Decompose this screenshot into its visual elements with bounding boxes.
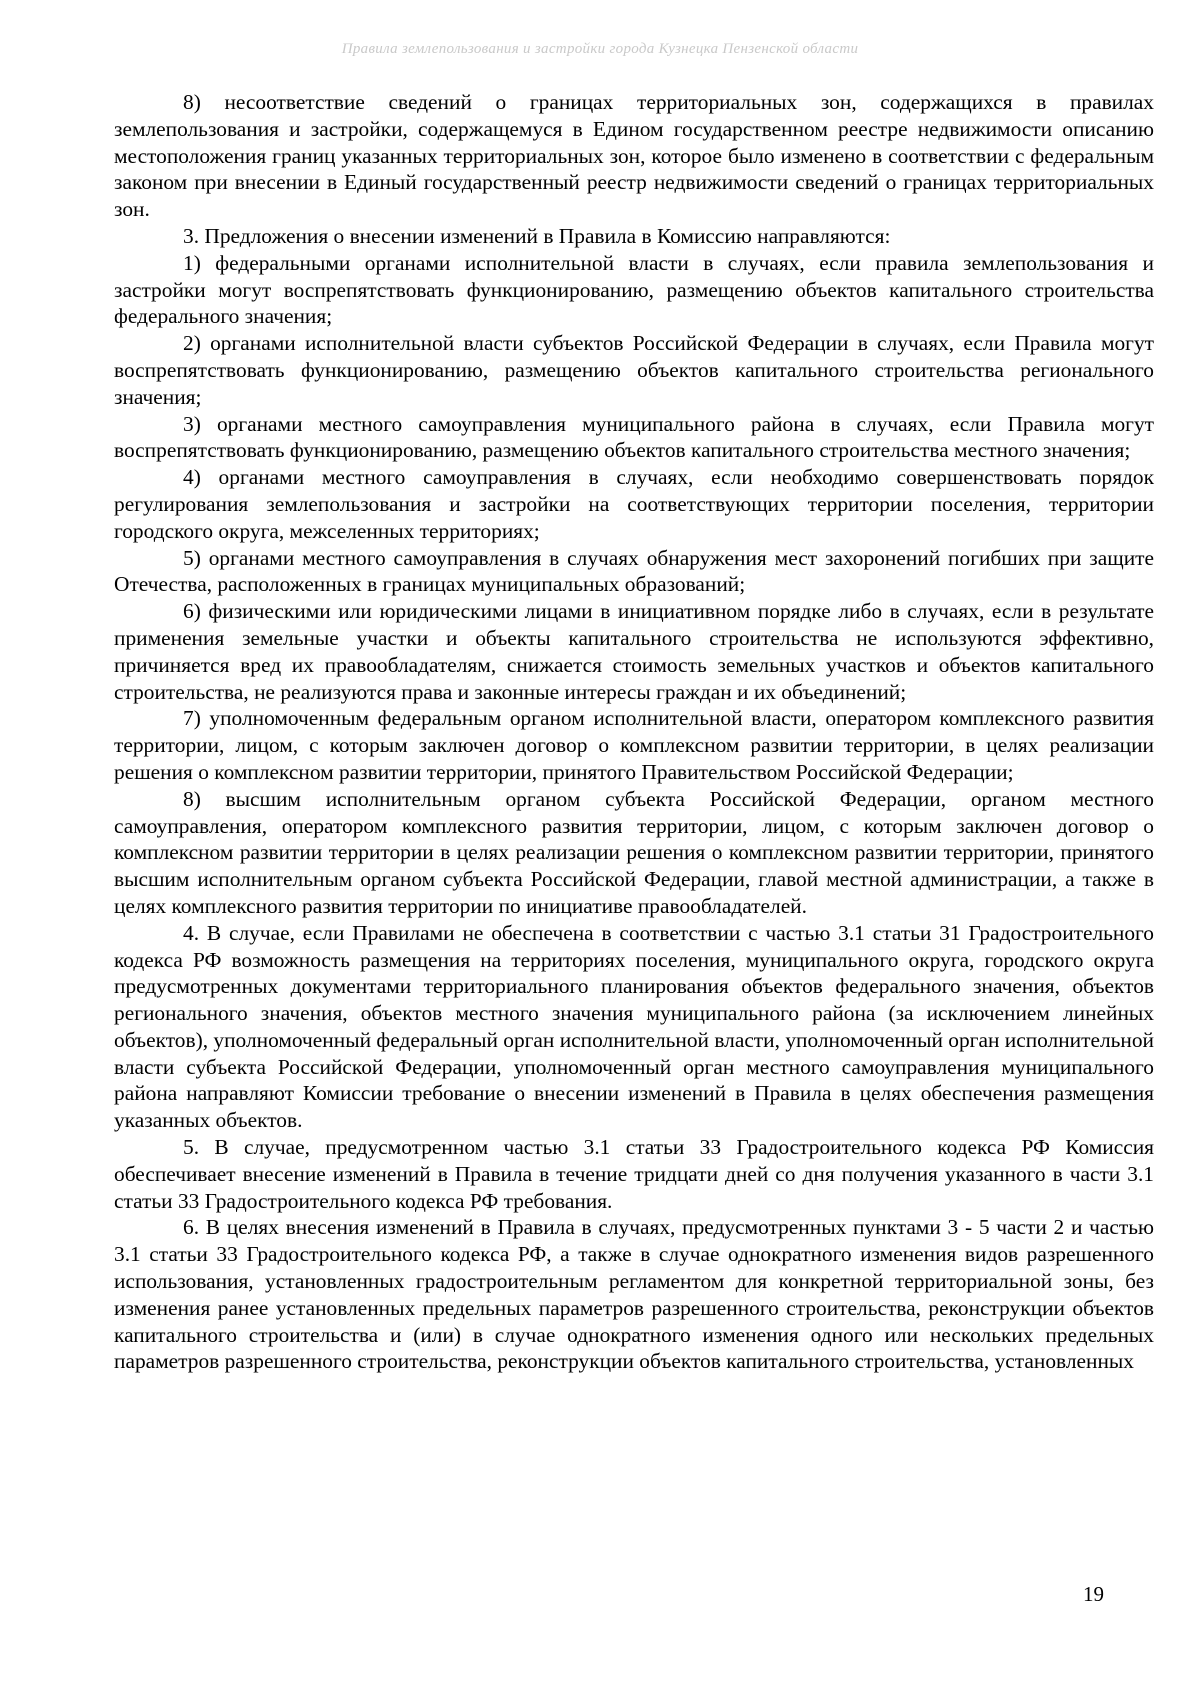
paragraph-item-5: 5) органами местного самоуправления в случаях обнаружения мест захоронений погибших при защите Отечества, расположенных в границах муниципальных образований; xyxy=(114,545,1154,597)
document-body xyxy=(114,89,1154,1375)
paragraph-item-1: 1) федеральными органами исполнительной власти в случаях, если правила землепользования и застройки могут воспрепятствовать функционированию, размещению объектов капитального строительства федерального значения; xyxy=(114,250,1154,329)
paragraph-section-3-intro: 3. Предложения о внесении изменений в Правила в Комиссию направляются: xyxy=(183,223,891,248)
page-number: 19 xyxy=(1083,1582,1104,1606)
paragraph-item-6: 6) физическими или юридическими лицами в инициативном порядке либо в случаях, если в результате применения земельные участки и объекты капитального строительства не используются эффективно, причиняется вред их правообладателям, снижается стоимость земельных участков и объектов капитального строительства, не реализуются права и законные интересы граждан и их объединений; xyxy=(114,599,1154,704)
paragraph-item-4: 4) органами местного самоуправления в случаях, если необходимо совершенствовать порядок регулирования землепользования и застройки на соответствующих территории поселения, территории городского округа, межселенных территориях; xyxy=(114,465,1154,543)
paragraph-item-3: 3) органами местного самоуправления муниципального района в случаях, если Правила могут воспрепятствовать функционированию, размещению объектов капитального строительства местного значения; xyxy=(114,411,1154,463)
paragraph-item-2: 2) органами исполнительной власти субъектов Российской Федерации в случаях, если Правила могут воспрепятствовать функционированию, размещению объектов капитального строительства регионального значения; xyxy=(114,331,1154,409)
running-header: Правила землепользования и застройки города Кузнецка Пензенской области xyxy=(341,41,859,57)
paragraph-section-5: 5. В случае, предусмотренном частью 3.1 статьи 33 Градостроительного кодекса РФ Комиссия обеспечивает внесение изменений в Правила в течение тридцати дней со дня получения указанного в части 3.1 статьи 33 Градостроительного кодекса РФ требования. xyxy=(114,1135,1154,1213)
paragraph-section-4: 4. В случае, если Правилами не обеспечена в соответствии с частью 3.1 статьи 31 Градостроительного кодекса РФ возможность размещения на территориях поселения, муниципального округа, городского округа предусмотренных документами территориального планирования объектов федерального значения, объектов регионального значения, объектов местного значения муниципального района (за исключением линейных объектов), уполномоченный федеральный орган исполнительной власти, уполномоченный орган исполнительной власти субъекта Российской Федерации, уполномоченный орган местного самоуправления муниципального района направляют Комиссии требование о внесении изменений в Правила в целях обеспечения размещения указанных объектов. xyxy=(114,920,1154,1133)
paragraph-section-6: 6. В целях внесения изменений в Правила в случаях, предусмотренных пунктами 3 - 5 части 2 и частью 3.1 статьи 33 Градостроительного кодекса РФ, а также в случае однократного изменения видов разрешенного использования, установленных градостроительным регламентом для конкретной территориальной зоны, без изменения ранее установленных предельных параметров разрешенного строительства, реконструкции объектов капитального строительства и (или) в случае однократного изменения одного или нескольких предельных параметров разрешенного строительства, реконструкции объектов капитального строительства, установленных xyxy=(114,1215,1154,1374)
paragraph-8-zone-boundaries: 8) несоответствие сведений о границах территориальных зон, содержащихся в правилах землепользования и застройки, содержащемуся в Едином государственном реестре недвижимости описанию местоположения границ указанных территориальных зон, которое было изменено в соответствии с федеральным законом при внесении в Единый государственный реестр недвижимости сведений о границах территориальных зон. xyxy=(114,90,1154,222)
paragraph-item-7: 7) уполномоченным федеральным органом исполнительной власти, оператором комплексного развития территории, лицом, с которым заключен договор о комплексном развитии территории, в целях реализации решения о комплексном развитии территории, принятого Правительством Российской Федерации; xyxy=(114,706,1154,784)
paragraph-item-8: 8) высшим исполнительным органом субъекта Российской Федерации, органом местного самоуправления, оператором комплексного развития территории, лицом, с которым заключен договор о комплексном развитии территории в целях реализации решения о комплексном развитии территории, принятого высшим исполнительным органом субъекта Российской Федерации, главой местной администрации, а также в целях комплексного развития территории по инициативе правообладателей. xyxy=(114,786,1154,918)
